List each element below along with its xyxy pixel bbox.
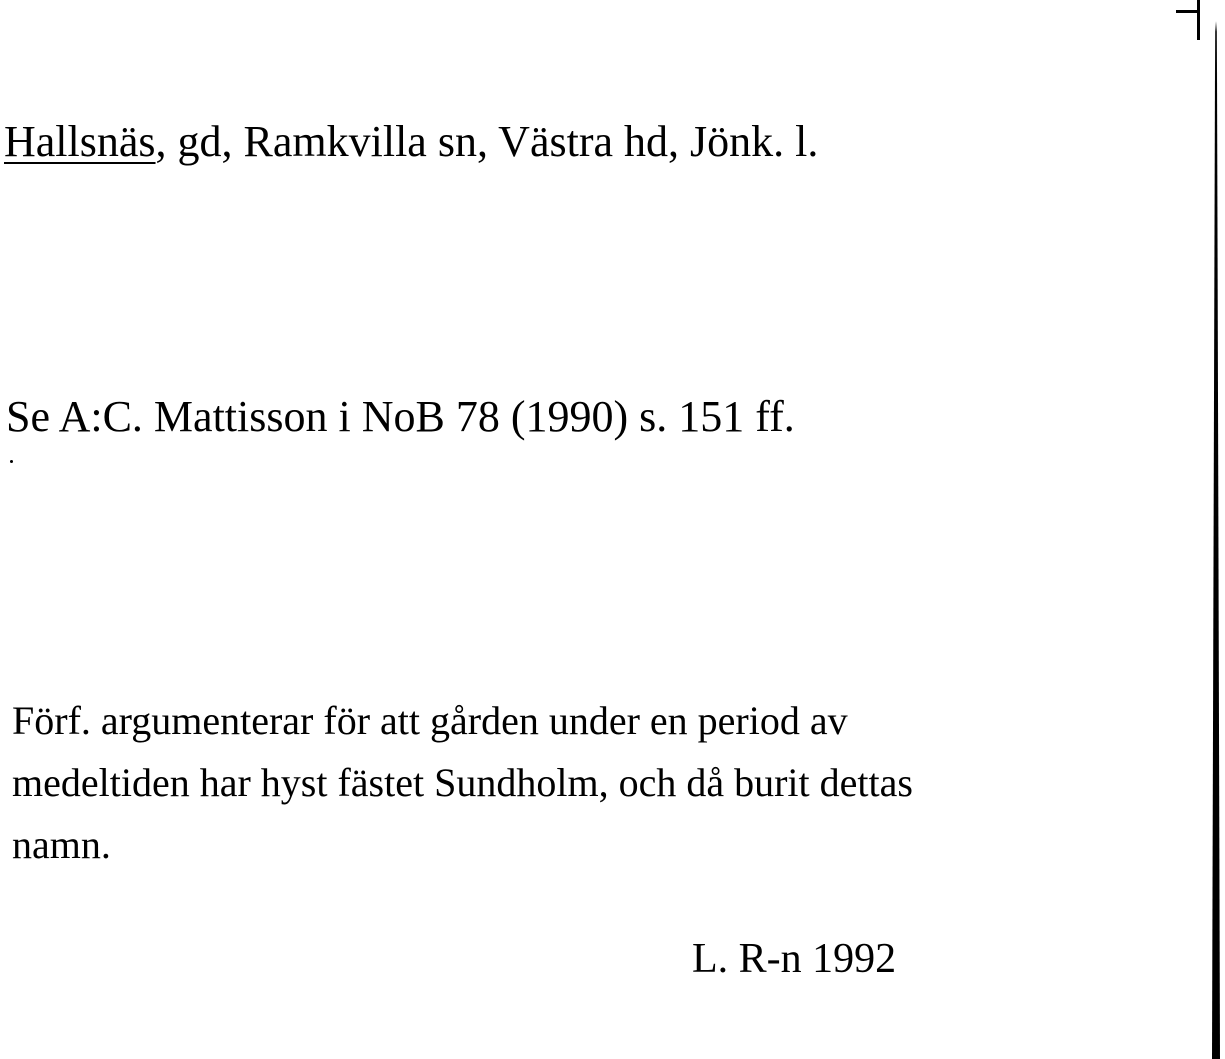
signature: L. R-n 1992 [692, 936, 897, 982]
comment-line: Förf. argumenterar för att gården under en period av [12, 698, 848, 743]
headword: Hallsnäs [4, 117, 156, 166]
entry-description: , gd, Ramkvilla sn, Västra hd, Jönk. l. [155, 117, 819, 166]
comment-paragraph [12, 690, 1162, 876]
scan-corner-mark [1176, 10, 1198, 13]
scan-edge-line [1212, 0, 1220, 1059]
entry-heading [4, 117, 819, 166]
reference-text: Se A:C. Mattisson i NoB 78 (1990) s. 151 ff. [6, 392, 795, 441]
comment-line: namn. [12, 822, 111, 867]
comment-line: medeltiden har hyst fästet Sundholm, och då burit dettas [12, 760, 913, 805]
scan-edge-mark [1197, 0, 1200, 40]
scan-speck [10, 460, 13, 463]
